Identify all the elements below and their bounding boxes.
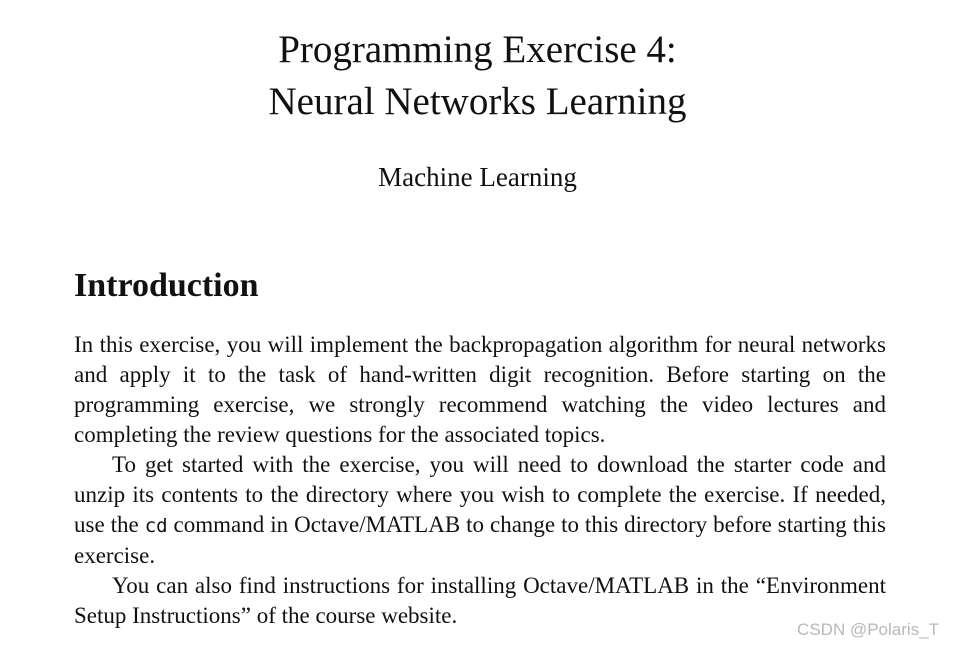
paragraph-2 [74, 450, 886, 571]
paragraph-1: In this exercise, you will implement the backpropagation algorithm for neural networks and apply it to the task of hand-written digit recognition. Before starting on the programming exercise, we strongly recommend watching the video lectures and completing the review questions for the associated topics. [74, 332, 886, 447]
paragraph-3: You can also find instructions for installing Octave/MATLAB in the “Environment Setup Instructions” of the course website. [74, 573, 886, 628]
section-heading: Introduction [74, 267, 259, 304]
document-subtitle: Machine Learning [378, 162, 577, 192]
document-title [0, 24, 955, 128]
watermark: CSDN @Polaris_T [797, 620, 939, 639]
paragraph-2-text-after: command in Octave/MATLAB to change to this directory before starting this exercise. [74, 512, 886, 568]
title-line-1: Programming Exercise 4: [278, 28, 677, 71]
inline-code: cd [144, 515, 168, 537]
section-body [74, 330, 886, 631]
title-line-2: Neural Networks Learning [268, 80, 687, 123]
paragraph-2-text-before: To get started with the exercise, you will need to download the starter code and unzip its contents to the directory where you wish to complete the exercise. If needed, use the [74, 452, 886, 537]
